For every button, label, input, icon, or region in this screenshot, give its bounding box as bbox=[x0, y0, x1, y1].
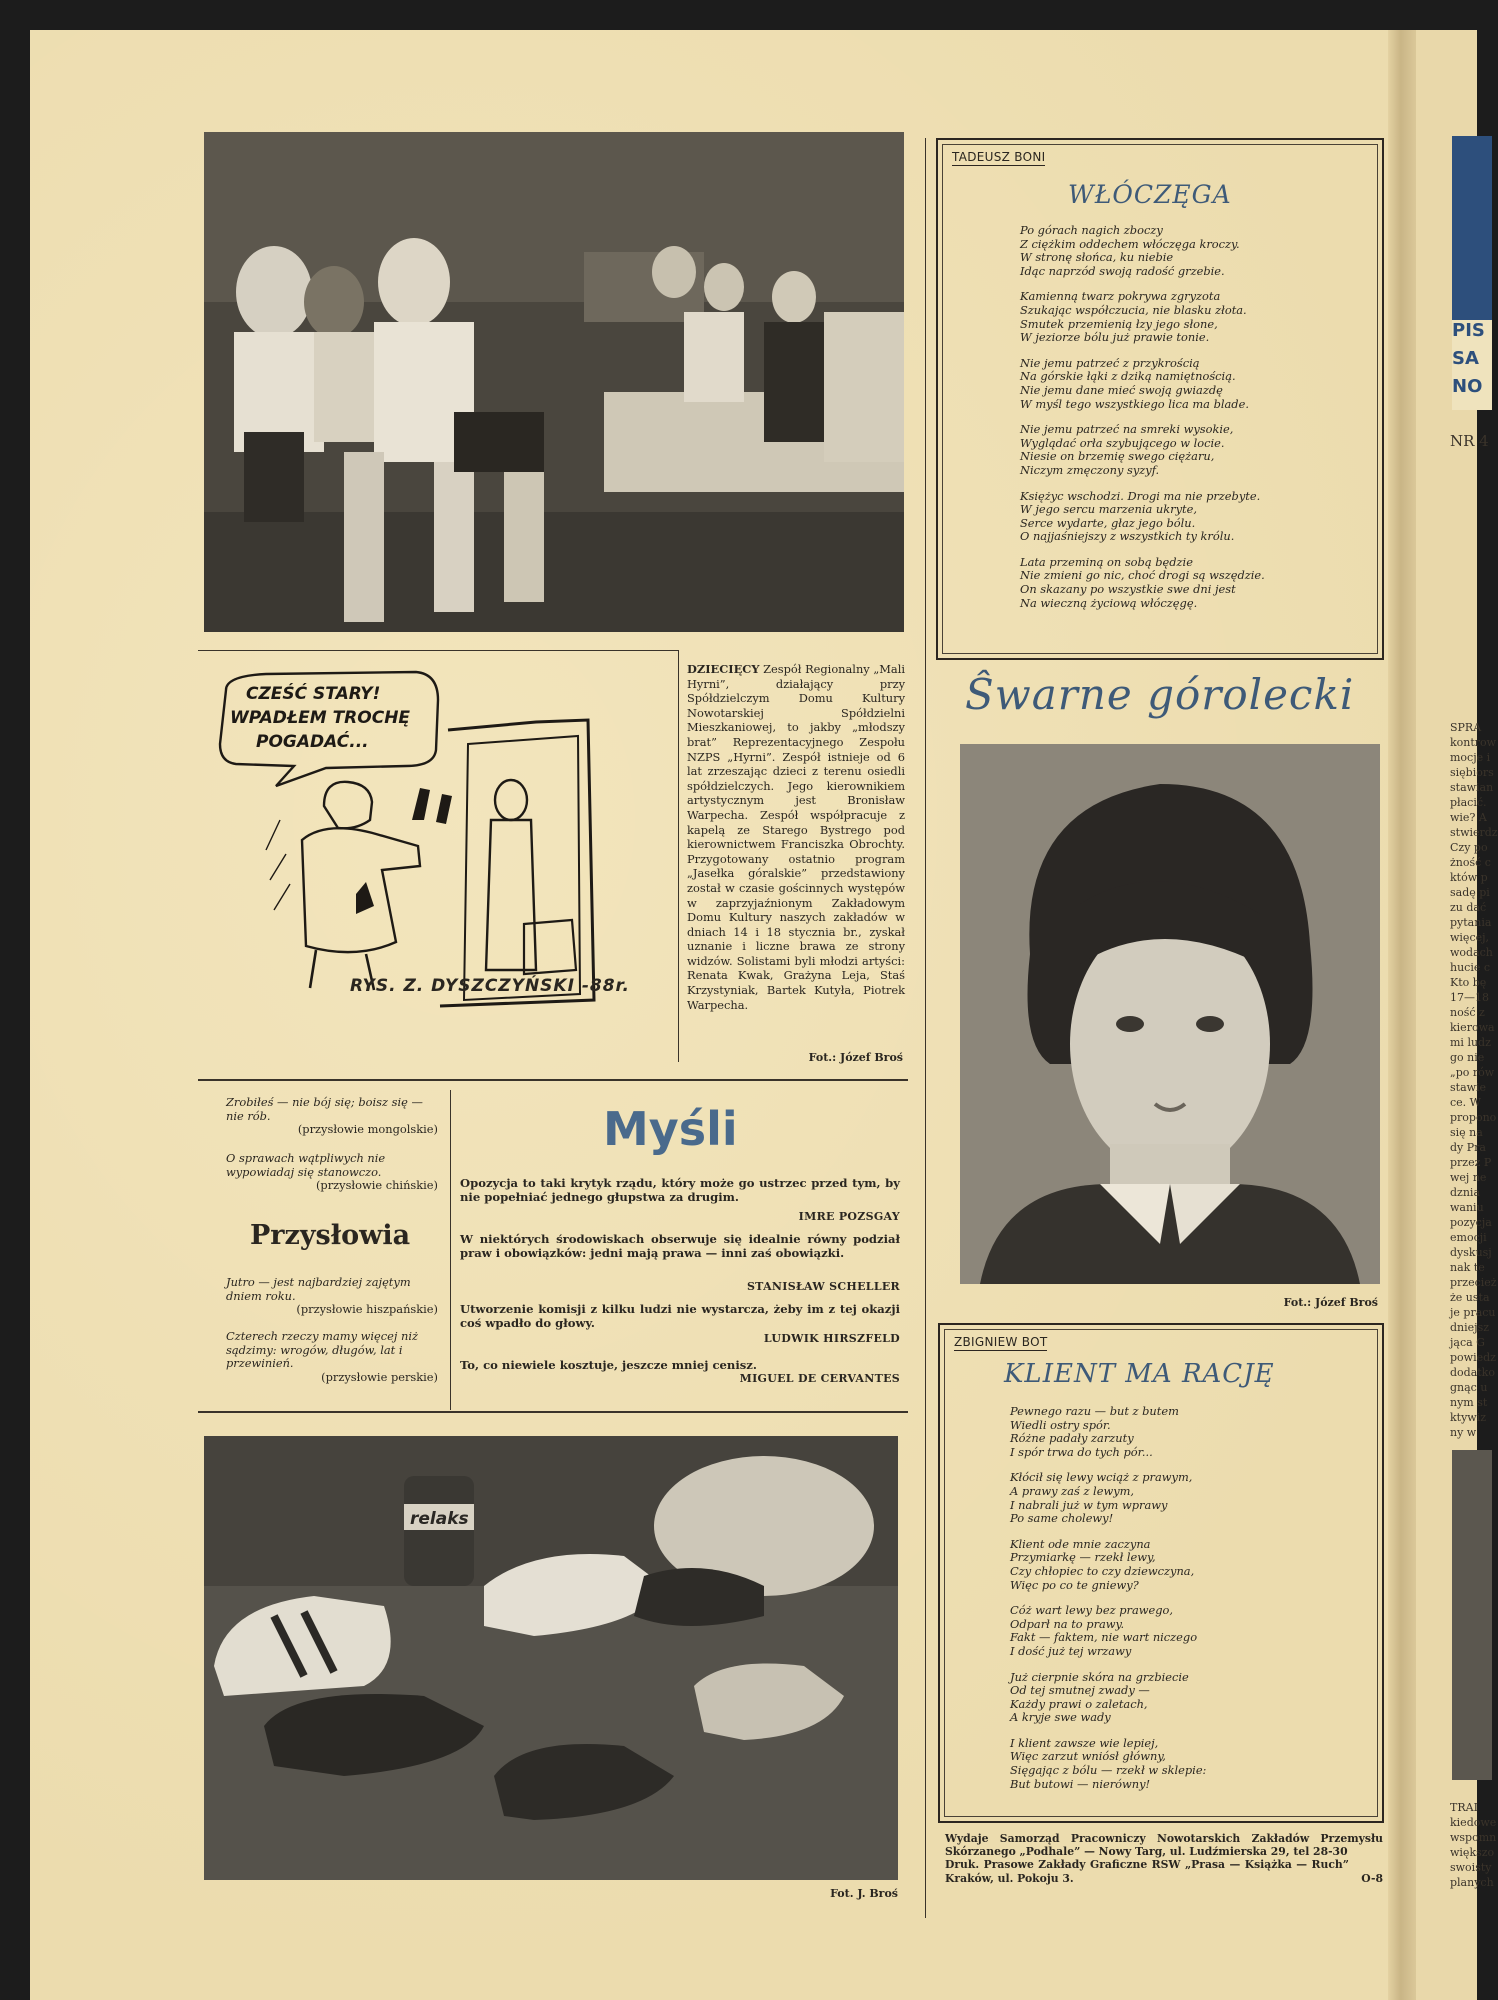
shoes-photo-credit: Fot. J. Broś bbox=[830, 1887, 898, 1900]
right-page-line: planych bbox=[1450, 1876, 1494, 1889]
poem1-body bbox=[1020, 224, 1265, 622]
imprint-print: Druk. Prasowe Zakłady Graficzne RSW „Prasa — Książka — Ruch” Kraków, ul. Pokoju 3. O-8 bbox=[945, 1858, 1383, 1885]
poem2-stanza: Już cierpnie skóra na grzbiecie Od tej smutnej zwady — Każdy prawi o zaletach, A kryje swe wady bbox=[1010, 1669, 1189, 1725]
right-page-line: wej ne bbox=[1450, 1171, 1487, 1184]
right-page-line: się na bbox=[1450, 1126, 1483, 1139]
caption-text: Zespół Regionalny „Mali Hyrni”, działający przy Spółdzielczym Domu Kultury Nowotarskiej Spółdzielni Mieszkaniowej, to jakby „młodszy brat” Reprezentacyjnego Zespołu NZPS „Hyrni”. Zespół istnieje od 6 lat zrzeszając dzieci z terenu osiedli spółdzielczych. Jego kierownikiem artystycznym jest Bronisław Warpecha. Zespół współpracuje z kapelą ze Starego Bystrego pod kierownictwem Franciszka Obrochty. Przygotowany ostatnio program „Jasełka góralskie” przedstawiony został w czasie gościnnych występów w zaprzyjaźnionym Zakładowym Domu Kultury naszych zakładów w dniach 14 i 18 stycznia br., zyskał uznanie i liczne brawa ze strony widzów. Solistami byli młodzi artyści: Renata Kwak, Grażyna Leja, Staś Krzystyniak, Bartek Kutyła, Piotrek Warpecha. bbox=[687, 662, 905, 1012]
right-page-line: ce. W bbox=[1450, 1096, 1481, 1109]
right-page-line: je pracu bbox=[1450, 1306, 1496, 1319]
rule-under-photo bbox=[198, 650, 678, 651]
right-page-line: zu dać bbox=[1450, 901, 1487, 914]
bubble-line-1: CZEŚĆ STARY! bbox=[246, 684, 381, 704]
caption-credit: Fot.: Józef Broś bbox=[808, 1051, 903, 1064]
right-page-line: kiedowe bbox=[1450, 1816, 1497, 1829]
right-page-line: „po rów bbox=[1450, 1066, 1495, 1079]
folk-group-photo bbox=[204, 132, 904, 632]
photo-caption bbox=[687, 662, 905, 1012]
rule-below-mysli bbox=[198, 1411, 908, 1413]
quote-block: To, co niewiele kosztuje, jeszcze mniej cenisz. MIGUEL DE CERVANTES bbox=[460, 1358, 900, 1385]
poem2-stanza: Klient ode mnie zaczyna Przymiarkę — rzekł lewy, Czy chłopiec to czy dziewczyna, Więc po co te gniewy? bbox=[1010, 1536, 1195, 1592]
poem-box-klient bbox=[938, 1323, 1384, 1823]
poem2-stanza: Pewnego razu — but z butem Wiedli ostry spór. Różne padały zarzuty I spór trwa do tych pór... bbox=[1010, 1404, 1179, 1459]
right-page-edge bbox=[1416, 30, 1498, 2000]
right-page-line: dy Pra bbox=[1450, 1141, 1486, 1154]
right-page-line: pozycja bbox=[1450, 1216, 1492, 1229]
swarne-title: Ŝwarne górolecki bbox=[965, 670, 1355, 719]
poem2-stanza: I klient zawsze wie lepiej, Więc zarzut wniósł główny, Sięgając z bólu — rzekł w sklepie: But butowi — nierówny! bbox=[1010, 1735, 1207, 1791]
poem2-stanza: Kłócił się lewy wciąż z prawym, A prawy zaś z lewym, I nabrali już w tym wprawy Po same cholewy! bbox=[1010, 1470, 1193, 1526]
right-page-line: dyskusj bbox=[1450, 1246, 1492, 1259]
poem1-stanza: Po górach nagich zboczy Z ciężkim oddechem włóczęga kroczy. W stronę słońca, ku niebie Idąc naprzód swoją radość grzebie. bbox=[1020, 223, 1240, 278]
proverb-item: Czterech rzeczy mamy więcej niż sądzimy: wrogów, długów, lat i przewinień. (przysłowie perskie) bbox=[226, 1329, 438, 1384]
right-page-line: mi ludz bbox=[1450, 1036, 1491, 1049]
poem1-stanza: Kamienną twarz pokrywa zgryzota Szukając współczucia, nie blasku złota. Smutek przemienią łzy jego słone, W jeziorze bólu już prawie tonie. bbox=[1020, 289, 1247, 345]
right-page-line: nym st bbox=[1450, 1396, 1488, 1409]
right-page-line: dznia bbox=[1450, 1186, 1480, 1199]
poem1-title: WŁÓCZĘGA bbox=[1068, 180, 1232, 209]
shoes-photo bbox=[204, 1436, 898, 1880]
proverb-item: O sprawach wątpliwych nie wypowiadaj się stanowczo. (przysłowie chińskie) bbox=[226, 1151, 438, 1193]
right-page-line: go nie bbox=[1450, 1051, 1485, 1064]
rule-column bbox=[925, 138, 926, 1918]
right-page-line: gnąc u bbox=[1450, 1381, 1488, 1394]
right-page-line: waniu bbox=[1450, 1201, 1484, 1214]
poem1-author: TADEUSZ BONI bbox=[952, 150, 1046, 164]
rule-above-mysli bbox=[198, 1079, 908, 1081]
right-page-line: siębiors bbox=[1450, 766, 1494, 779]
right-page-line: wspomn bbox=[1450, 1831, 1497, 1844]
right-page-line: ność z bbox=[1450, 1006, 1485, 1019]
cartoon bbox=[206, 670, 646, 1010]
mysli-title: Myśli bbox=[603, 1102, 738, 1156]
right-page-line: stawian bbox=[1450, 781, 1494, 794]
right-page-line: dodatko bbox=[1450, 1366, 1495, 1379]
right-page-line: emocji bbox=[1450, 1231, 1487, 1244]
right-page-line: Kto bę bbox=[1450, 976, 1487, 989]
right-page-photo bbox=[1452, 1450, 1492, 1780]
poem1-stanza: Nie jemu patrzeć z przykrością Na górskie łąki z dziką namiętnością. Nie jemu dane mieć swoją gwiazdę W myśl tego wszystkiego lica ma blade. bbox=[1020, 355, 1249, 411]
imprint-publisher: Wydaje Samorząd Pracowniczy Nowotarskich Zakładów Przemysłu Skórzanego „Podhale” — Nowy Targ, ul. Ludźmierska 29, tel 28-30 bbox=[945, 1832, 1383, 1859]
right-page-line: Czy po bbox=[1450, 841, 1488, 854]
right-page-line: hucie c bbox=[1450, 961, 1491, 974]
proverb-item: Jutro — jest najbardziej zajętym dniem roku. (przysłowie hiszpańskie) bbox=[226, 1275, 438, 1317]
right-page-line: żność c bbox=[1450, 856, 1491, 869]
poem2-stanza: Cóż wart lewy bez prawego, Odparł na to prawy. Fakt — faktem, nie wart niczego I dość już tej wrzawy bbox=[1010, 1603, 1198, 1658]
przyslowia-title: Przysłowia bbox=[250, 1220, 411, 1251]
poem1-stanza: Księżyc wschodzi. Drogi ma nie przebyte. W jego sercu marzenia ukryte, Serce wydarte, głaz jego bólu. O najjaśniejszy z wszystkich ty królu. bbox=[1020, 488, 1261, 544]
right-page-banner-3: NO bbox=[1452, 376, 1483, 397]
poem1-stanza: Lata przeminą on sobą będzie Nie zmieni go nic, choć drogi są wszędzie. On skazany po wszystkie swe dni jest Na wieczną życiową włóczęgę. bbox=[1020, 554, 1265, 610]
poem2-author: ZBIGNIEW BOT bbox=[954, 1335, 1048, 1349]
girl-photo-credit: Fot.: Józef Broś bbox=[1283, 1296, 1378, 1309]
right-page-line: płacić. bbox=[1450, 796, 1487, 809]
imprint-code: O-8 bbox=[1361, 1871, 1383, 1885]
poem-box-wloczega bbox=[936, 138, 1384, 660]
can-label: relaks bbox=[410, 1509, 469, 1529]
right-page-line: przez P bbox=[1450, 1156, 1492, 1169]
right-page-line: nak te bbox=[1450, 1261, 1485, 1274]
cartoon-signature: RYS. Z. DYSZCZYŃSKI -88r. bbox=[350, 976, 630, 996]
right-page-line: wie? A bbox=[1450, 811, 1487, 824]
rule-proverbs bbox=[450, 1090, 451, 1410]
right-page-line: kierowa bbox=[1450, 1021, 1495, 1034]
page-fold bbox=[1388, 30, 1416, 2000]
right-page-line: kontrow bbox=[1450, 736, 1497, 749]
right-page-line: powiedz bbox=[1450, 1351, 1496, 1364]
quote-block: Utworzenie komisji z kilku ludzi nie wystarcza, żeby im z tej okazji coś wpadło do głowy. LUDWIK HIRSZFELD bbox=[460, 1302, 900, 1345]
right-page-line: propono bbox=[1450, 1111, 1497, 1124]
quote-block: Opozycja to taki krytyk rządu, który może go ustrzec przed tym, by nie popełniać jednego głupstwa za drugim. IMRE POZSGAY bbox=[460, 1176, 900, 1223]
poem2-body bbox=[1010, 1405, 1206, 1803]
right-page-line: ny w bbox=[1450, 1426, 1477, 1439]
bubble-line-2: WPADŁEM TROCHĘ bbox=[230, 708, 411, 728]
quote-block: W niektórych środowiskach obserwuje się idealnie równy podział praw i obowiązków: jedni mają prawa — inni zaś obowiązki. STANISŁAW SCHELLER bbox=[460, 1232, 900, 1293]
right-page-issue: NR 4 bbox=[1450, 432, 1489, 450]
right-page-line: większo bbox=[1450, 1846, 1495, 1859]
imprint bbox=[945, 1832, 1383, 1885]
right-page-line: że usta bbox=[1450, 1291, 1490, 1304]
right-page-line: dniejsz bbox=[1450, 1321, 1490, 1334]
right-page-line: któw p bbox=[1450, 871, 1488, 884]
right-page-banner-2: SA bbox=[1452, 348, 1479, 369]
newspaper-page bbox=[30, 30, 1498, 2000]
right-page-line: pytania bbox=[1450, 916, 1492, 929]
right-page-line: SPRA bbox=[1450, 721, 1482, 734]
poem1-stanza: Nie jemu patrzeć na smreki wysokie, Wyglądać orła szybującego w locie. Niesie on brzemię swego ciężaru, Niczym zmęczony syzyf. bbox=[1020, 422, 1234, 477]
right-page-line: sadę pi bbox=[1450, 886, 1490, 899]
right-page-line: TRAI bbox=[1450, 1801, 1478, 1814]
caption-lead: DZIECIĘCY bbox=[687, 662, 760, 676]
right-page-line: przecież bbox=[1450, 1276, 1497, 1289]
right-page-line: wodach bbox=[1450, 946, 1493, 959]
right-page-line: swoisty bbox=[1450, 1861, 1492, 1874]
right-page-line: stawie bbox=[1450, 1081, 1487, 1094]
proverb-item: Zrobiłeś — nie bój się; boisz się — nie rób. (przysłowie mongolskie) bbox=[226, 1095, 438, 1137]
right-page-line: ktywiz bbox=[1450, 1411, 1487, 1424]
poem2-title: KLIENT MA RACJĘ bbox=[1004, 1359, 1275, 1389]
right-page-line: 17—18 bbox=[1450, 991, 1489, 1004]
right-page-line: mocje i bbox=[1450, 751, 1491, 764]
girl-portrait-photo bbox=[960, 744, 1380, 1284]
right-page-banner-1: PIS bbox=[1452, 320, 1485, 341]
rule-caption-left bbox=[678, 650, 679, 1062]
bubble-line-3: POGADAĆ... bbox=[256, 732, 369, 752]
right-page-line: stwierdz bbox=[1450, 826, 1498, 839]
right-page-line: więcej, bbox=[1450, 931, 1490, 944]
right-page-line: jąca G bbox=[1450, 1336, 1485, 1349]
